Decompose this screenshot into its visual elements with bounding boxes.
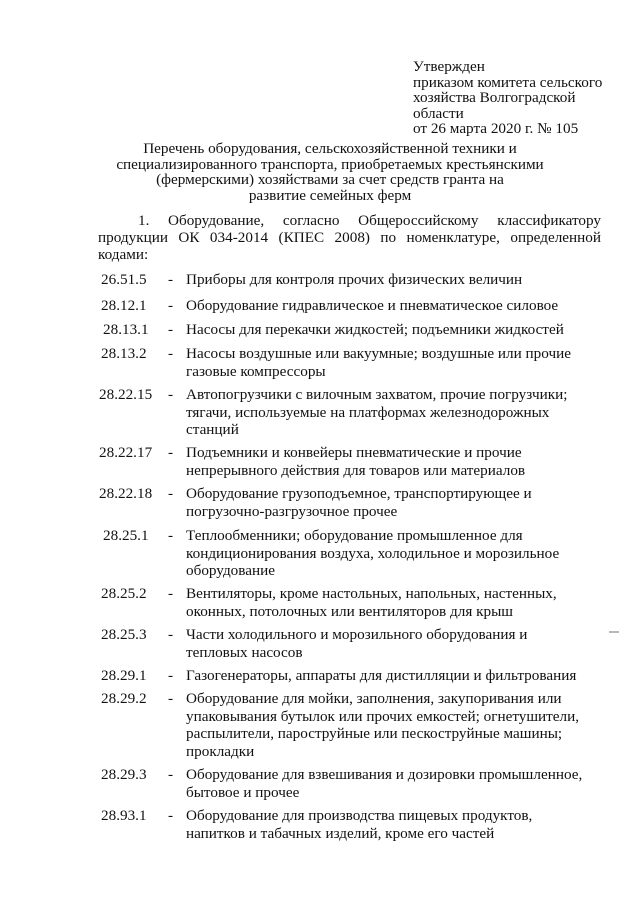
title-line: специализированного транспорта, приобретаемых крестьянскими (116, 155, 544, 173)
item-code: 28.22.15 (99, 386, 153, 403)
item-code: 28.13.1 (103, 321, 149, 338)
section-number: 1. (138, 212, 150, 229)
title-line: Перечень оборудования, сельскохозяйственной техники и (143, 140, 517, 157)
approval-line: области (413, 104, 464, 122)
section-intro (98, 212, 601, 263)
item-code: 28.25.2 (101, 585, 147, 602)
item-description: Теплообменники; оборудование промышленное для кондиционирования воздуха, холодильное и морозильное оборудование (186, 527, 560, 579)
item-code: 28.13.2 (101, 345, 147, 362)
item-dash: - (168, 345, 174, 362)
item-description: Приборы для контроля прочих физических величин (186, 271, 523, 288)
approval-block (413, 59, 628, 137)
item-dash: - (168, 386, 174, 403)
item-description: Оборудование гидравлическое и пневматическое силовое (186, 297, 559, 314)
item-code: 28.22.18 (99, 485, 153, 502)
approval-line: приказом комитета сельского (413, 73, 603, 91)
approval-line: от 26 марта 2020 г. № 105 (413, 120, 579, 137)
item-dash: - (168, 626, 174, 643)
item-description: Газогенераторы, аппараты для дистилляции и фильтрования (186, 667, 577, 684)
item-code: 28.25.1 (103, 527, 149, 544)
item-dash: - (168, 444, 174, 461)
section-text: Оборудование, согласно Общероссийскому классификатору продукции ОК 034-2014 (КПЕС 2008) по номенклатуре, определенной кодами: (98, 212, 601, 263)
item-description: Части холодильного и морозильного оборудования и тепловых насосов (186, 626, 528, 661)
item-dash: - (168, 690, 174, 707)
item-description: Насосы для перекачки жидкостей; подъемники жидкостей (186, 321, 564, 338)
item-dash: - (168, 585, 174, 602)
item-description: Оборудование для мойки, заполнения, закупоривания или упаковывания бутылок или прочих емкостей; огнетушители, распылители, пароструйные или пескоструйные машины; прокладки (186, 690, 580, 760)
item-code: 28.29.1 (101, 667, 147, 684)
item-description: Оборудование для производства пищевых продуктов, напитков и табачных изделий, кроме его частей (186, 807, 533, 842)
item-code: 28.25.3 (101, 626, 147, 643)
item-code: 28.93.1 (101, 807, 147, 824)
item-code: 28.29.3 (101, 766, 147, 783)
item-dash: - (168, 807, 174, 824)
item-dash: - (168, 485, 174, 502)
item-description: Вентиляторы, кроме настольных, напольных, настенных, оконных, потолочных или вентиляторов для крыш (186, 585, 557, 620)
item-dash: - (168, 271, 174, 288)
title-line: развитие семейных ферм (248, 186, 412, 204)
item-dash: - (168, 667, 174, 684)
item-description: Оборудование для взвешивания и дозировки промышленное, бытовое и прочее (186, 766, 583, 801)
item-description: Автопогрузчики с вилочным захватом, прочие погрузчики; тягачи, используемые на платформах железнодорожных станций (186, 386, 568, 438)
document-title (105, 141, 555, 203)
item-code: 28.29.2 (101, 690, 147, 707)
item-dash: - (168, 527, 174, 544)
scan-mark (609, 631, 619, 633)
item-dash: - (168, 297, 174, 314)
item-code: 28.22.17 (99, 444, 153, 461)
item-code: 28.12.1 (101, 297, 147, 314)
title-line: (фермерскими) хозяйствами за счет средств гранта на (156, 171, 504, 188)
item-description: Оборудование грузоподъемное, транспортирующее и погрузочно-разгрузочное прочее (186, 485, 532, 520)
item-dash: - (168, 766, 174, 783)
item-description: Подъемники и конвейеры пневматические и прочие непрерывного действия для товаров или материалов (186, 444, 526, 479)
item-code: 26.51.5 (101, 271, 147, 288)
item-dash: - (168, 321, 174, 338)
approval-line: хозяйства Волгоградской (413, 89, 576, 106)
approval-line: Утвержден (413, 58, 485, 75)
item-description: Насосы воздушные или вакуумные; воздушные или прочие газовые компрессоры (186, 345, 571, 380)
